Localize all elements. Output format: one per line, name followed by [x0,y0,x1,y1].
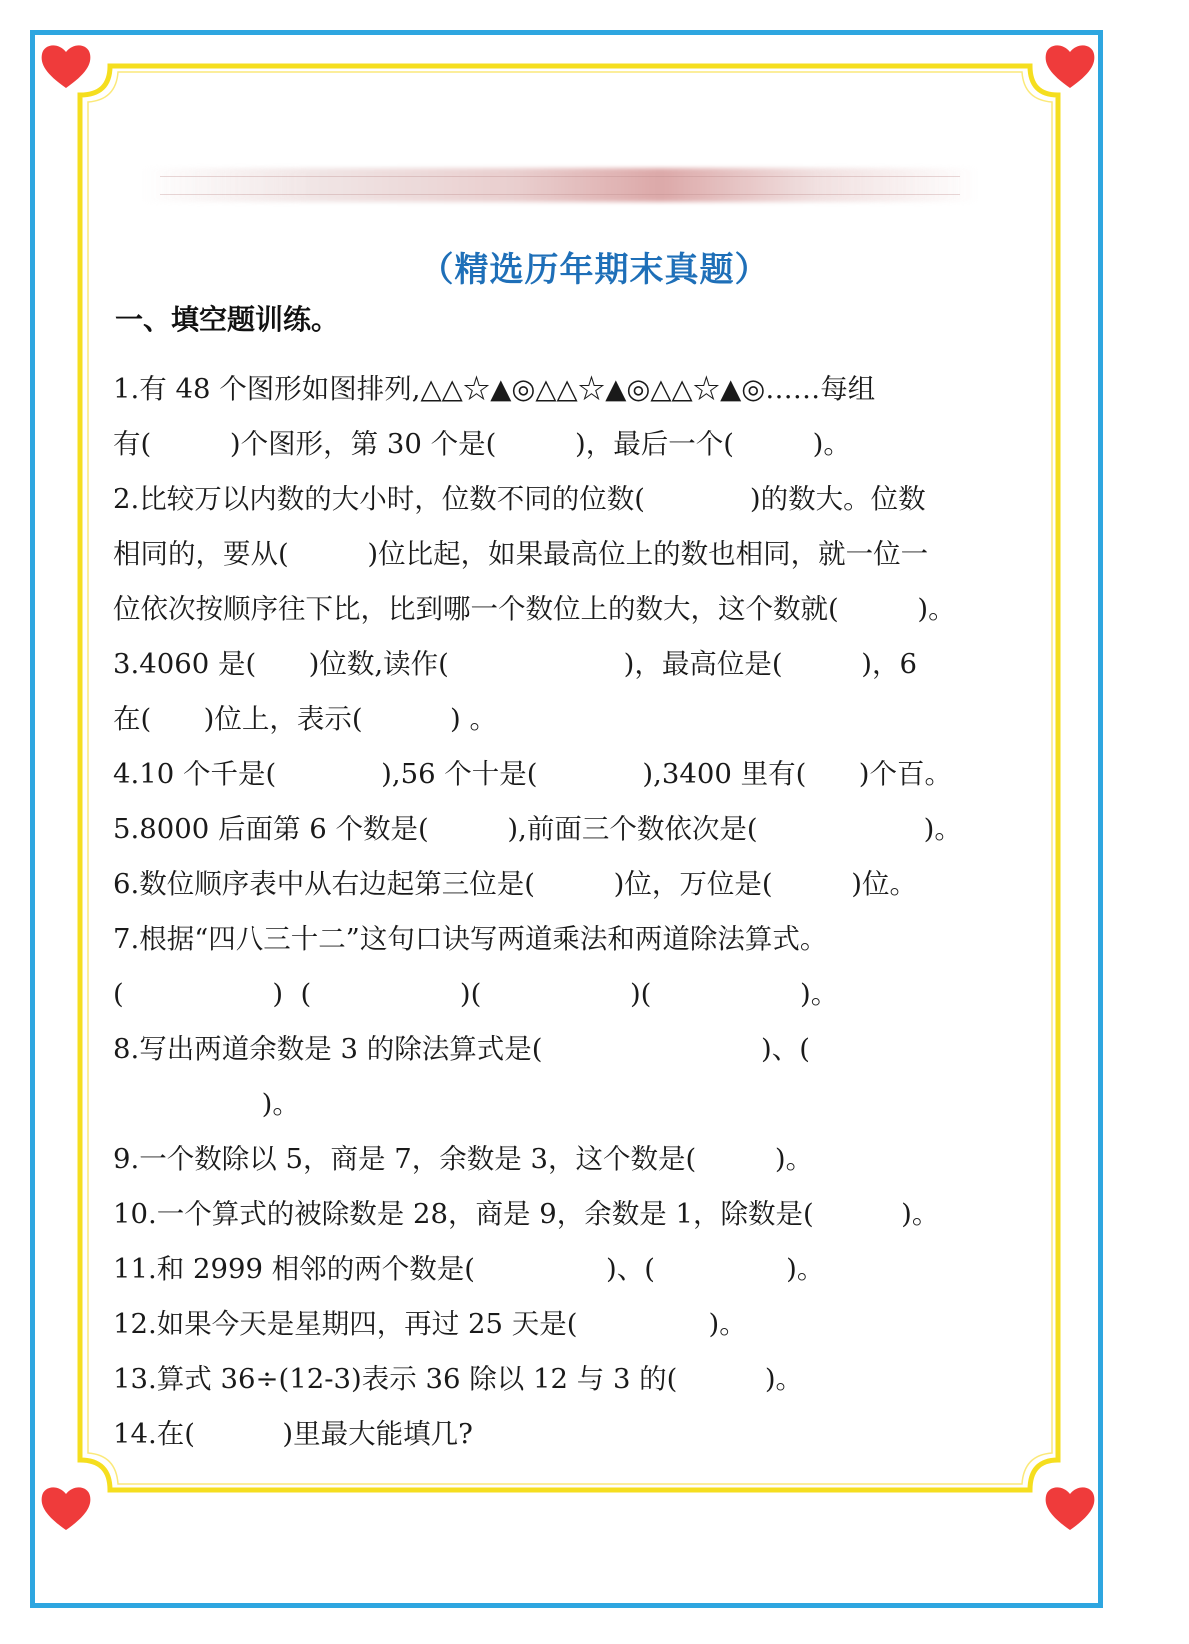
question-line: 6.数位顺序表中从右边起第三位是( )位，万位是( )位。 [113,868,917,900]
question-line: 10.一个算式的被除数是 28，商是 9，余数是 1，除数是( )。 [113,1198,940,1230]
question-line: 2.比较万以内数的大小时，位数不同的位数( )的数大。位数 [113,483,926,515]
question-line: 5.8000 后面第 6 个数是( ),前面三个数依次是( )。 [113,813,962,845]
question-line: 13.算式 36÷(12-3)表示 36 除以 12 与 3 的( )。 [113,1363,804,1395]
question-line: 位依次按顺序往下比，比到哪一个数位上的数大，这个数就( )。 [113,593,956,625]
question-line: )。 [113,1088,300,1120]
heart-icon [1042,38,1098,94]
question-line: 在( )位上，表示( ) 。 [113,703,498,735]
question-line: 4.10 个千是( ),56 个十是( ),3400 里有( )个百。 [113,758,953,790]
question-line: 1.有 48 个图形如图排列,△△☆▲◎△△☆▲◎△△☆▲◎……每组 [113,373,876,405]
heart-icon [38,38,94,94]
question-line: 11.和 2999 相邻的两个数是( )、( )。 [113,1253,825,1285]
question-line: 9.一个数除以 5，商是 7，余数是 3，这个数是( )。 [113,1143,814,1175]
question-line: 相同的，要从( )位比起，如果最高位上的数也相同，就一位一 [113,538,929,570]
question-line: 有( )个图形，第 30 个是( )，最后一个( )。 [113,428,851,460]
page-title: （精选历年期末真题） [419,250,770,290]
heart-icon [38,1480,94,1536]
banner-line [160,194,960,195]
question-line: ( ) ( )( )( )。 [113,978,839,1010]
heart-icon [1042,1480,1098,1536]
question-line: 3.4060 是( )位数,读作( )，最高位是( )，6 [113,648,918,680]
banner-line [160,176,960,177]
section-heading: 一、填空题训练。 [115,303,340,336]
question-line: 14.在( )里最大能填几? [113,1418,473,1450]
question-line: 8.写出两道余数是 3 的除法算式是( )、( [113,1033,810,1065]
question-line: 12.如果今天是星期四，再过 25 天是( )。 [113,1308,747,1340]
question-line: 7.根据“四八三十二”这句口诀写两道乘法和两道除法算式。 [113,923,828,955]
decorative-banner [140,168,980,202]
